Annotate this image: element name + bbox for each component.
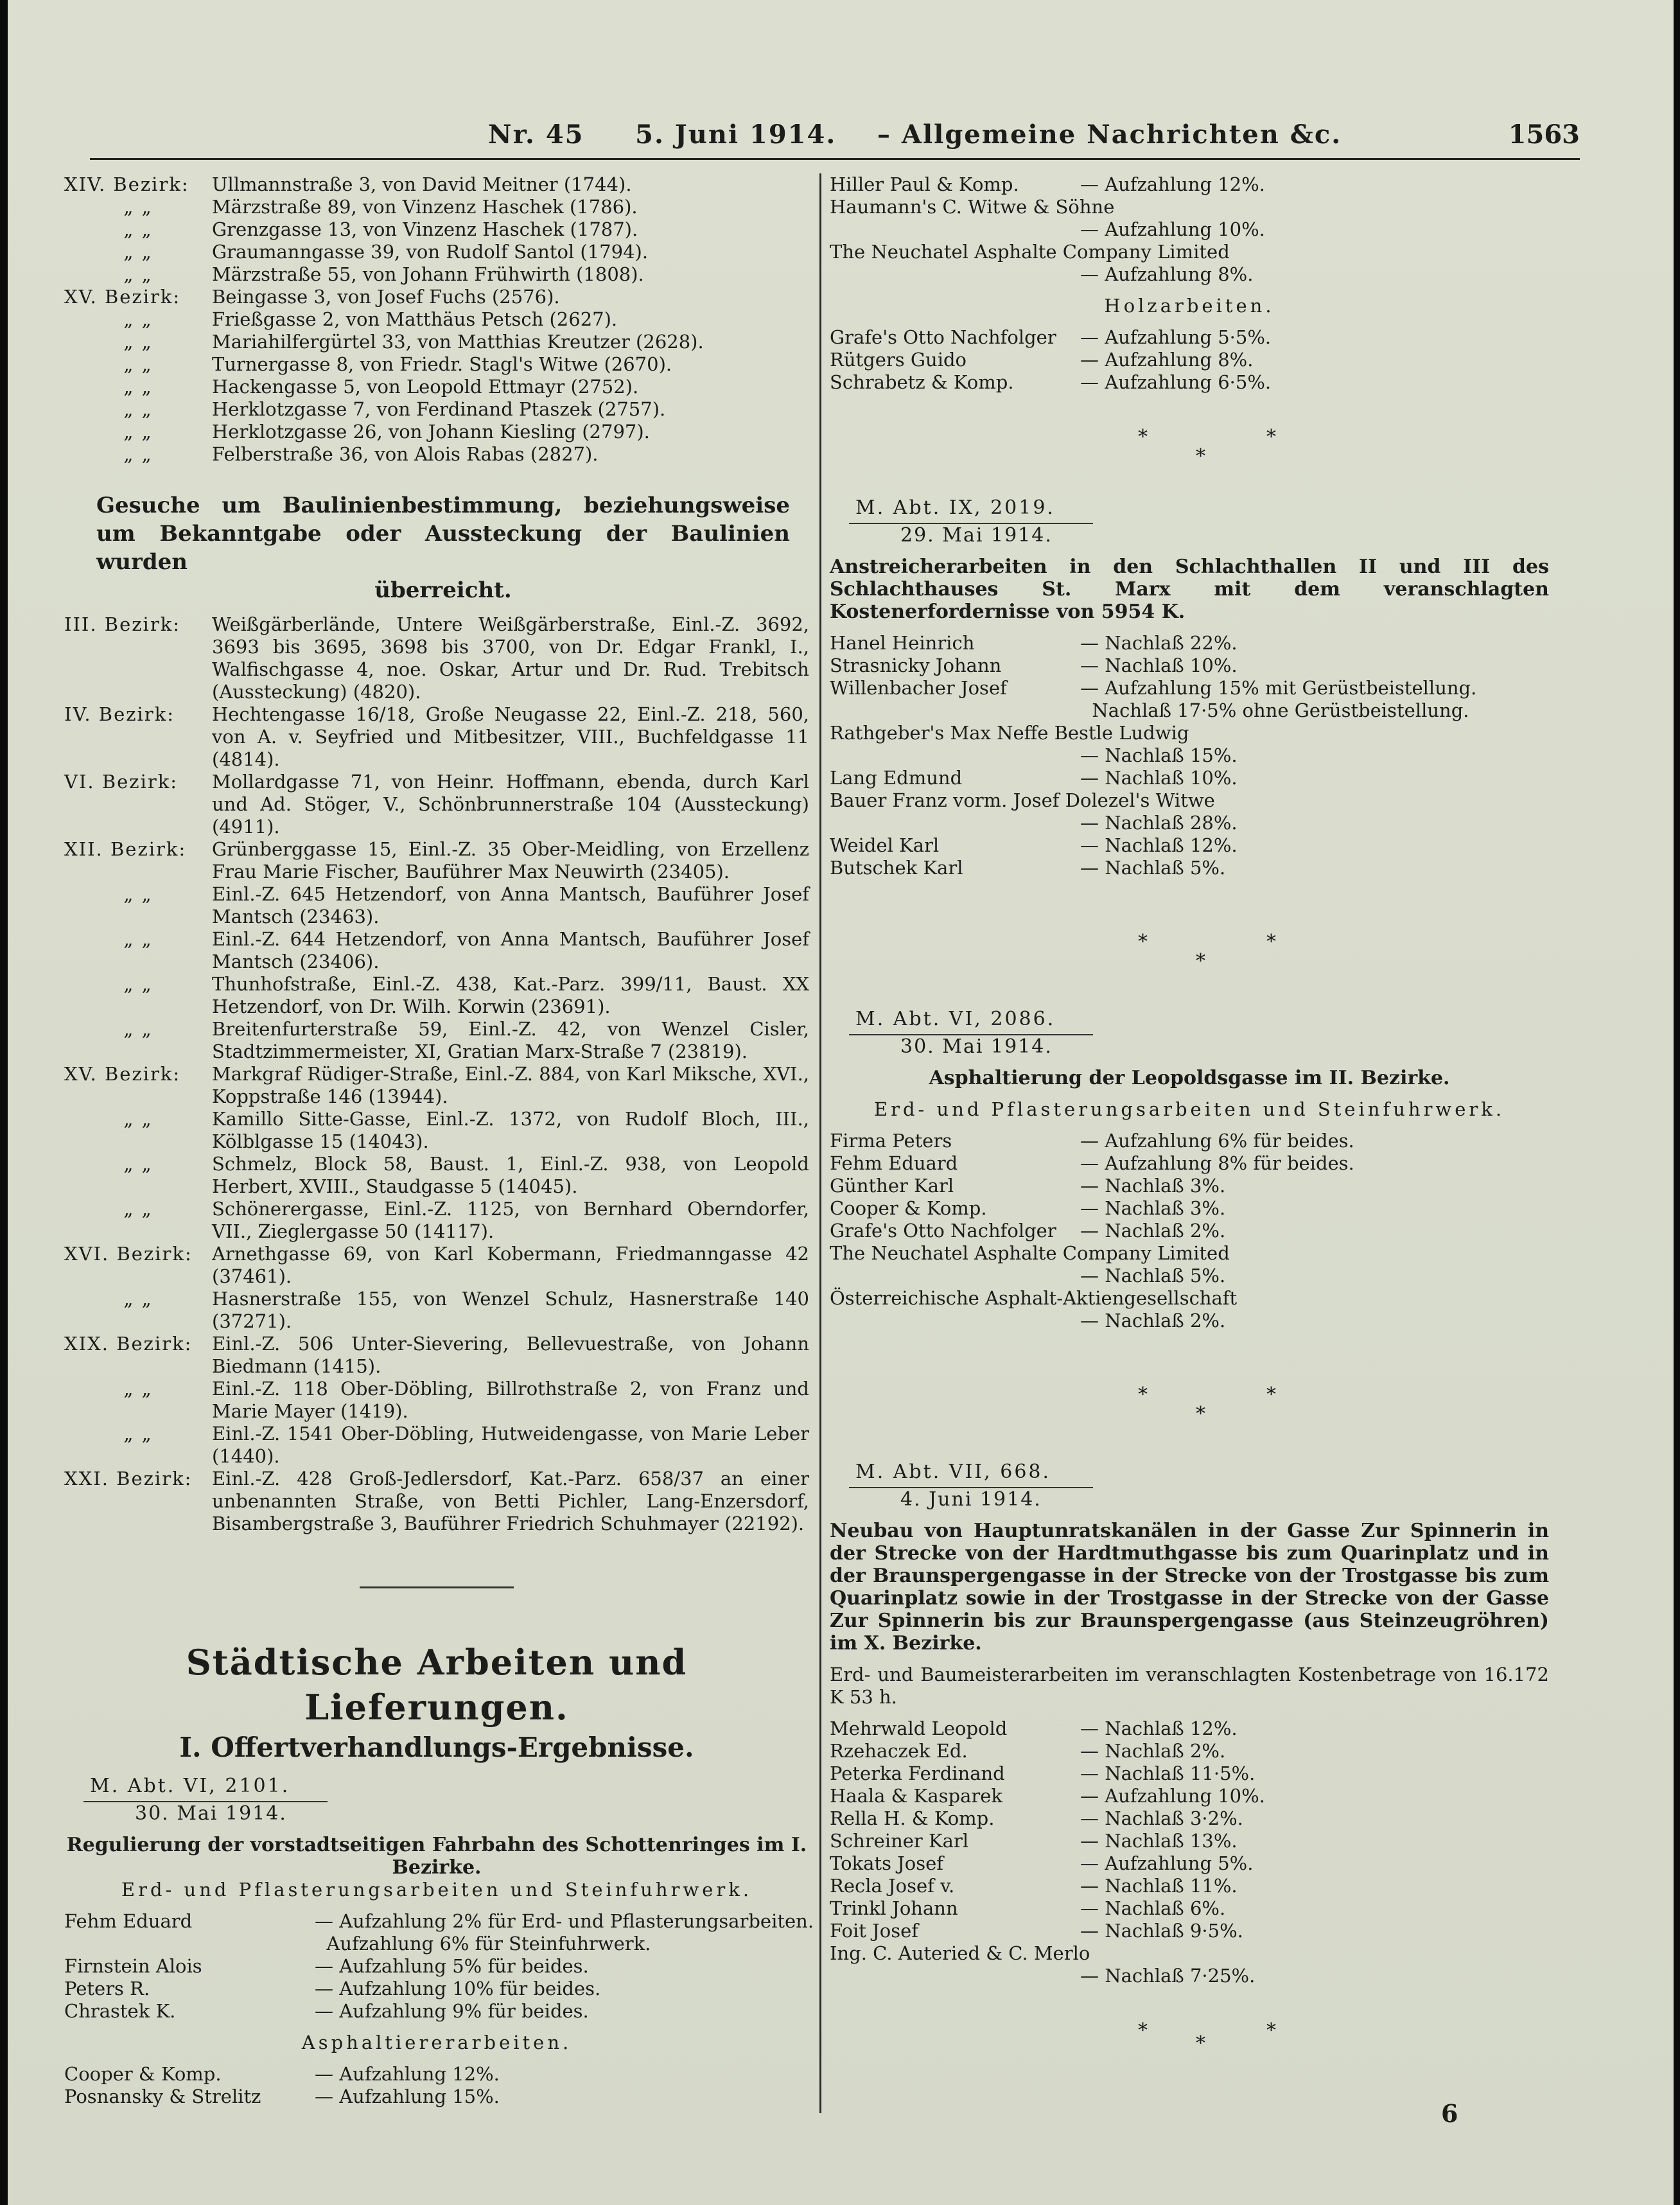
firm-name: Grafe's Otto Nachfolger (830, 1220, 1056, 1242)
list-item (64, 443, 809, 466)
bid-value: — Aufzahlung 15% mit Gerüstbeistellung. (1080, 677, 1477, 699)
bid-row (830, 812, 1549, 834)
list-item (64, 838, 809, 883)
bid-row (830, 1152, 1549, 1175)
bid-row (64, 2063, 809, 2086)
bid-row (830, 1287, 1549, 1310)
bid-value (1230, 1242, 1549, 1265)
block1-work: Erd- und Pflasterungsarbeiten und Steinfuhrwerk. (121, 1879, 753, 1901)
star-separator-icon: * (1138, 931, 1148, 953)
bid-value (1230, 241, 1549, 263)
bid-value (1090, 1942, 1549, 1965)
bid-value: — Nachlaß 2%. (1080, 1220, 1226, 1242)
block2-subject: Anstreicherarbeiten in den Schlachthallen II und III des Schlachthauses St. Marx mit dem veranschlagten Kostenerfordernisse von 5954 K. (830, 556, 1549, 623)
bid-value: — Nachlaß 3%. (1080, 1175, 1226, 1197)
district-label: „ „ (123, 421, 153, 443)
district-label: „ „ (123, 1423, 153, 1445)
bid-row (830, 218, 1549, 241)
star-separator-icon: * (1266, 426, 1276, 448)
entry-text: Breitenfurterstraße 59, Einl.-Z. 42, von Wenzel Cisler, Stadtzimmermeister, XI, Gratian Marx-Straße 7 (23819). (212, 1018, 809, 1062)
firm-name: Weidel Karl (830, 834, 940, 856)
bid-value: — Nachlaß 3%. (1080, 1197, 1226, 1219)
firm-name: Recla Josef v. (830, 1875, 955, 1897)
bid-value: — Nachlaß 6%. (1080, 1897, 1226, 1919)
block1-bids2 (64, 2063, 809, 2108)
block1-ref-line (83, 1797, 328, 1802)
firm-name: Cooper & Komp. (830, 1197, 987, 1219)
bid-value: — Nachlaß 7·25%. (1080, 1965, 1256, 1987)
baulinien-title-last: überreicht. (374, 577, 512, 603)
list-item (64, 1153, 809, 1198)
firm-name (64, 1933, 315, 1955)
firm-name: Posnansky & Strelitz (64, 2086, 261, 2107)
bid-row (64, 2086, 809, 2108)
bid-row (830, 1897, 1549, 1920)
separator-stars (830, 394, 1549, 496)
district-label: „ „ (123, 398, 153, 420)
bid-row (830, 349, 1549, 371)
district-label: XVI. Bezirk: (64, 1243, 193, 1265)
bid-value: — Aufzahlung 5%. (1080, 1852, 1254, 1874)
firm-name: Schreiner Karl (830, 1830, 969, 1852)
bid-value: — Aufzahlung 6% für beides. (1080, 1130, 1354, 1152)
firm-name: Butschek Karl (830, 857, 963, 879)
district-label: XV. Bezirk: (64, 1063, 181, 1085)
firm-name: Günther Karl (830, 1175, 954, 1197)
block3-ref-line (849, 1030, 1093, 1035)
bid-value (1114, 196, 1549, 218)
firm-name: Haala & Kasparek (830, 1785, 1002, 1807)
star-separator-icon: * (1266, 1384, 1276, 1406)
bid-value: — Aufzahlung 6·5%. (1080, 371, 1272, 393)
district-label: „ „ (123, 1378, 153, 1400)
firm-name: Chrastek K. (64, 2000, 176, 2022)
bid-row (830, 1175, 1549, 1197)
entry-text: Schönerergasse, Einl.-Z. 1125, von Bernhard Oberndorfer, VII., Zieglergasse 50 (14117). (212, 1198, 809, 1242)
firm-name (830, 1965, 1080, 1987)
baulinien-title (64, 491, 809, 604)
district-label: XII. Bezirk: (64, 838, 187, 860)
entry-text: Graumanngasse 39, von Rudolf Santol (1794). (212, 241, 649, 263)
bid-value: — Aufzahlung 12%. (1080, 173, 1265, 195)
block4-subject: Neubau von Hauptunratskanälen in der Gasse Zur Spinnerin in der Strecke von der Hardtmuthgasse bis zum Quarinplatz und in der Braunspergengasse in der Strecke von der Trostgasse bis zum Quarinplatz sowie in der Trostgasse in der Strecke von der Gasse Zur Spinnerin bis zur Braunspergengasse (aus Steinzeugröhren) im X. Bezirke. (830, 1520, 1549, 1655)
block2-date: 29. Mai 1914. (900, 524, 1053, 547)
district-label: „ „ (123, 241, 153, 263)
block2-bids (830, 632, 1549, 879)
firm-name: Grafe's Otto Nachfolger (830, 326, 1056, 348)
firm-name: Tokats Josef (830, 1852, 944, 1874)
entry-text: Einl.-Z. 118 Ober-Döbling, Billrothstraße 2, von Franz und Marie Mayer (1419). (212, 1378, 809, 1422)
entry-text: Märzstraße 55, von Johann Frühwirth (1808). (212, 263, 644, 285)
firm-name: Schrabetz & Komp. (830, 371, 1014, 393)
bid-row (830, 1220, 1549, 1242)
block2-ref-line (849, 519, 1093, 524)
district-label: „ „ (123, 353, 153, 375)
firm-name: Haumann's C. Witwe & Söhne (830, 196, 1115, 218)
entry-text: Kamillo Sitte-Gasse, Einl.-Z. 1372, von Rudolf Bloch, III., Kölblgasse 15 (14043). (212, 1108, 809, 1152)
entry-text: Grenzgasse 13, von Vinzenz Haschek (1787). (212, 218, 638, 240)
list-item (64, 331, 809, 353)
block4-work: Erd- und Baumeisterarbeiten im veranschlagten Kostenbetrage von 16.172 K 53 h. (830, 1664, 1549, 1708)
district-label: XIV. Bezirk: (64, 173, 189, 195)
page-header (90, 113, 1580, 160)
left-column (64, 173, 814, 2108)
firm-name: Rella H. & Komp. (830, 1807, 995, 1829)
bid-row (830, 1265, 1549, 1287)
list-item (64, 421, 809, 443)
block1-bids (64, 1910, 814, 2023)
list-item (64, 1333, 809, 1378)
entry-text: Ullmannstraße 3, von David Meitner (1744). (212, 173, 632, 195)
entry-text: Turnergasse 8, von Friedr. Stagl's Witwe (2670). (212, 353, 672, 375)
entry-text: Thunhofstraße, Einl.-Z. 438, Kat.-Parz. 399/11, Baust. XX Hetzendorf, von Dr. Wilh. Korwin (23691). (212, 973, 809, 1017)
entry-text: Hasnerstraße 155, von Wenzel Schulz, Hasnerstraße 140 (37271). (212, 1288, 809, 1332)
list-item (64, 1468, 809, 1535)
bid-value: Aufzahlung 6% für Steinfuhrwerk. (315, 1933, 651, 1955)
bid-row (830, 789, 1549, 812)
list-item (64, 973, 809, 1018)
list-item (64, 376, 809, 398)
separator-stars (830, 1332, 1549, 1461)
block1-date: 30. Mai 1914. (135, 1802, 287, 1825)
bid-row (830, 834, 1549, 857)
star-separator-icon: * (1196, 2032, 1205, 2055)
entry-text: Einl.-Z. 506 Unter-Sievering, Bellevuestraße, von Johann Biedmann (1415). (212, 1333, 809, 1377)
district-label: „ „ (123, 1198, 153, 1220)
entry-text: Einl.-Z. 1541 Ober-Döbling, Hutweidengasse, von Marie Leber (1440). (212, 1423, 809, 1467)
district-label: „ „ (123, 973, 153, 995)
district-label: „ „ (123, 196, 153, 218)
district-label: XV. Bezirk: (64, 286, 181, 308)
entry-text: Mollardgasse 71, von Heinr. Hoffmann, ebenda, durch Karl und Ad. Stöger, V., Schönbrunnerstraße 104 (Aussteckung) (4911). (212, 771, 809, 838)
firm-name: Rathgeber's Max Neffe Bestle Ludwig (830, 722, 1189, 744)
bid-value: — Aufzahlung 8%. (1080, 263, 1254, 285)
district-label: „ „ (123, 1288, 153, 1310)
firm-name: Bauer Franz vorm. Josef Dolezel's Witwe (830, 789, 1215, 811)
district-label: „ „ (123, 928, 153, 950)
list-item (64, 263, 809, 286)
entry-text: Einl.-Z. 644 Hetzendorf, von Anna Mantsch, Bauführer Josef Mantsch (23406). (212, 928, 809, 972)
list-item (64, 1198, 809, 1243)
list-item (64, 703, 809, 771)
issue-number: Nr. 45 (488, 119, 584, 150)
firm-name: The Neuchatel Asphalte Company Limited (830, 241, 1230, 263)
district-label: „ „ (123, 218, 153, 240)
star-separator-icon: * (1266, 2019, 1276, 2042)
block3-date: 30. Mai 1914. (900, 1035, 1053, 1058)
bid-row (830, 1717, 1549, 1740)
bid-value (1215, 789, 1549, 812)
entry-text: Herklotzgasse 7, von Ferdinand Ptaszek (2757). (212, 398, 666, 420)
bid-value: — Aufzahlung 8% für beides. (1080, 1152, 1354, 1174)
star-separator-icon: * (1266, 931, 1276, 953)
bid-row (830, 371, 1549, 394)
bid-row (830, 1740, 1549, 1762)
firm-name: Fehm Eduard (830, 1152, 958, 1174)
block4-date: 4. Juni 1914. (900, 1488, 1042, 1511)
entry-text: Hechtengasse 16/18, Große Neugasse 22, Einl.-Z. 218, 560, von A. v. Seyfried und Mitbesitzer, VIII., Buchfeldgasse 11 (4814). (212, 703, 809, 770)
firm-name: Cooper & Komp. (64, 2063, 222, 2085)
firm-name (830, 699, 1080, 722)
star-separator-icon: * (1138, 2019, 1148, 2042)
firm-name: Österreichische Asphalt-Aktiengesellschaft (830, 1287, 1238, 1309)
list-item (64, 398, 809, 421)
firm-name: Rzehaczek Ed. (830, 1740, 968, 1762)
entry-text: Frießgasse 2, von Matthäus Petsch (2627). (212, 308, 618, 330)
district-label: „ „ (123, 308, 153, 330)
bid-row (830, 632, 1549, 654)
list-item (64, 1423, 809, 1468)
district-label: „ „ (123, 1153, 153, 1175)
list-item (64, 1018, 809, 1063)
block1-work2: Asphaltiererarbeiten. (301, 2032, 572, 2053)
list-item (64, 928, 809, 973)
block1-subject: Regulierung der vorstadtseitigen Fahrbahn des Schottenringes im I. Bezirke. (66, 1834, 807, 1879)
bid-row (830, 1965, 1549, 1987)
firm-name: Strasnicky Johann (830, 654, 1002, 676)
bid-row (64, 1955, 809, 1978)
bid-row (830, 1785, 1549, 1807)
bid-value: — Nachlaß 15%. (1080, 744, 1238, 766)
separator-stars (830, 1987, 1549, 2058)
bid-row (830, 1197, 1549, 1220)
bid-row (64, 1978, 809, 2000)
bid-row (830, 1830, 1549, 1852)
holzarbeiten-heading: Holzarbeiten. (1104, 295, 1275, 317)
bid-value: — Aufzahlung 10%. (1080, 218, 1265, 240)
district-label: XXI. Bezirk: (64, 1468, 193, 1489)
district-label: III. Bezirk: (64, 613, 181, 635)
bid-value: — Nachlaß 13%. (1080, 1830, 1238, 1852)
header-issue-line (488, 119, 1342, 150)
bid-value: — Aufzahlung 2% für Erd- und Pflasterungsarbeiten. (315, 1910, 814, 1932)
entry-text: Weißgärberlände, Untere Weißgärberstraße, Einl.-Z. 3692, 3693 bis 3695, 3698 bis 3700, von Dr. Edgar Frankl, I., Walfischgasse 4, noe. Oskar, Artur und Dr. Rud. Trebitsch (Aussteckung) (4820). (212, 613, 809, 703)
bid-value: — Aufzahlung 5·5%. (1080, 326, 1272, 348)
entry-text: Herklotzgasse 26, von Johann Kiesling (2797). (212, 421, 650, 443)
star-separator-icon: * (1196, 1403, 1205, 1425)
bid-value: — Aufzahlung 10%. (1080, 1785, 1265, 1807)
list-item (64, 1288, 809, 1333)
bid-value: — Aufzahlung 9% für beides. (315, 2000, 589, 2022)
bid-row (830, 1807, 1549, 1830)
bid-row (830, 173, 1549, 196)
bid-row (830, 744, 1549, 767)
block4-ref-line (849, 1483, 1093, 1488)
baulinien-list (64, 613, 809, 1535)
firm-name: Trinkl Johann (830, 1897, 958, 1919)
bid-row (64, 1933, 809, 1955)
block3-bids (830, 1130, 1549, 1332)
list-item (64, 353, 809, 376)
block4-ref: M. Abt. VII, 668. (855, 1461, 1051, 1483)
firm-name (830, 744, 1080, 767)
list-item (64, 613, 809, 703)
right-top-bids2 (830, 326, 1549, 394)
bid-row (830, 699, 1549, 722)
district-label: „ „ (123, 1018, 153, 1040)
bid-value: — Nachlaß 5%. (1080, 857, 1226, 879)
bid-value: — Aufzahlung 15%. (315, 2086, 500, 2107)
district-label: „ „ (123, 883, 153, 905)
bid-value: — Nachlaß 10%. (1080, 767, 1238, 789)
firm-name (830, 263, 1080, 286)
firm-name (830, 1310, 1080, 1332)
district-label: „ „ (123, 1108, 153, 1130)
list-item (64, 218, 809, 241)
list-item (64, 196, 809, 218)
bid-row (64, 1910, 814, 1933)
street-list (64, 173, 809, 466)
page-number-top: 1563 (1508, 119, 1580, 150)
bid-row (830, 722, 1549, 744)
bid-value: — Nachlaß 11%. (1080, 1875, 1238, 1897)
list-item (64, 241, 809, 263)
entry-text: Grünberggasse 15, Einl.-Z. 35 Ober-Meidling, von Erzellenz Frau Marie Fischer, Bauführer Max Neuwirth (23405). (212, 838, 809, 883)
list-item (64, 286, 809, 308)
bid-row (830, 767, 1549, 789)
entry-text: Märzstraße 89, von Vinzenz Haschek (1786). (212, 196, 638, 218)
bid-row (830, 654, 1549, 677)
bid-value: — Nachlaß 10%. (1080, 654, 1238, 676)
bid-value: — Aufzahlung 8%. (1080, 349, 1254, 371)
firm-name: Firma Peters (830, 1130, 952, 1152)
entry-text: Beingasse 3, von Josef Fuchs (2576). (212, 286, 560, 308)
header-title: – Allgemeine Nachrichten &c. (877, 119, 1342, 150)
staedtische-subtitle: I. Offertverhandlungs-Ergebnisse. (179, 1732, 694, 1763)
list-item (64, 308, 809, 331)
right-top-bids (830, 173, 1549, 286)
firm-name: The Neuchatel Asphalte Company Limited (830, 1242, 1230, 1264)
star-separator-icon: * (1138, 1384, 1148, 1406)
bid-value: — Aufzahlung 10% für beides. (315, 1978, 601, 1999)
entry-text: Hackengasse 5, von Leopold Ettmayr (2752). (212, 376, 639, 398)
list-item (64, 173, 809, 196)
firm-name (830, 1265, 1080, 1287)
bid-row (830, 1130, 1549, 1152)
list-item (64, 1243, 809, 1288)
block3-ref: M. Abt. VI, 2086. (855, 1008, 1056, 1030)
bid-row (830, 857, 1549, 879)
list-item (64, 1108, 809, 1153)
firm-name: Ing. C. Auteried & C. Merlo (830, 1942, 1090, 1964)
district-label: IV. Bezirk: (64, 703, 175, 725)
firm-name: Hanel Heinrich (830, 632, 975, 654)
bid-value: — Nachlaß 22%. (1080, 632, 1238, 654)
district-label: „ „ (123, 443, 153, 465)
firm-name (830, 218, 1080, 241)
block3-work: Erd- und Pflasterungsarbeiten und Steinfuhrwerk. (873, 1098, 1505, 1120)
bid-row (830, 1310, 1549, 1332)
entry-text: Mariahilfergürtel 33, von Matthias Kreutzer (2628). (212, 331, 704, 353)
block4-bids (830, 1717, 1549, 1987)
district-label: „ „ (123, 376, 153, 398)
firm-name: Fehm Eduard (64, 1910, 193, 1932)
entry-text: Felberstraße 36, von Alois Rabas (2827). (212, 443, 599, 465)
block3-subject: Asphaltierung der Leopoldsgasse im II. Bezirke. (929, 1067, 1450, 1089)
firm-name: Peterka Ferdinand (830, 1762, 1005, 1784)
bid-value: — Nachlaß 2%. (1080, 1310, 1226, 1331)
bid-row (830, 677, 1549, 699)
bid-value: — Nachlaß 28%. (1080, 812, 1238, 834)
star-separator-icon: * (1138, 426, 1148, 448)
right-column (830, 173, 1549, 2058)
entry-text: Arnethgasse 69, von Karl Kobermann, Friedmanngasse 42 (37461). (212, 1243, 809, 1287)
firm-name: Firnstein Alois (64, 1955, 202, 1977)
district-label: „ „ (123, 263, 153, 285)
bid-row (830, 1762, 1549, 1785)
bid-value: Nachlaß 17·5% ohne Gerüstbeistellung. (1080, 699, 1469, 721)
firm-name: Rütgers Guido (830, 349, 967, 371)
star-separator-icon: * (1196, 445, 1205, 468)
bid-value: — Aufzahlung 5% für beides. (315, 1955, 589, 1977)
entry-text: Schmelz, Block 58, Baust. 1, Einl.-Z. 938, von Leopold Herbert, XVIII., Staudgasse 5 (14045). (212, 1153, 809, 1197)
bid-value: — Nachlaß 11·5%. (1080, 1762, 1256, 1784)
firm-name: Lang Edmund (830, 767, 963, 789)
bid-value: — Aufzahlung 12%. (315, 2063, 500, 2085)
firm-name (830, 812, 1080, 834)
staedtische-title: Städtische Arbeiten und Lieferungen. (186, 1642, 688, 1728)
bid-row (64, 2000, 809, 2023)
star-separator-icon: * (1196, 950, 1205, 972)
entry-text: Einl.-Z. 645 Hetzendorf, von Anna Mantsch, Bauführer Josef Mantsch (23463). (212, 883, 809, 927)
bid-value: — Nachlaß 9·5%. (1080, 1920, 1243, 1942)
baulinien-title-text: Gesuche um Baulinienbestimmung, beziehungsweise um Bekanntgabe oder Aussteckung der Baulinien wurden (96, 493, 790, 575)
bid-value: — Nachlaß 2%. (1080, 1740, 1226, 1762)
issue-date: 5. Juni 1914. (635, 119, 837, 150)
page-number-bottom: 6 (1441, 2099, 1458, 2128)
bid-value: — Nachlaß 3·2%. (1080, 1807, 1243, 1829)
bid-value (1189, 722, 1549, 744)
firm-name: Hiller Paul & Komp. (830, 173, 1019, 195)
bid-row (830, 1852, 1549, 1875)
bid-row (830, 1920, 1549, 1942)
firm-name: Mehrwald Leopold (830, 1717, 1008, 1739)
firm-name: Foit Josef (830, 1920, 919, 1942)
list-item (64, 771, 809, 838)
entry-text: Einl.-Z. 428 Groß-Jedlersdorf, Kat.-Parz. 658/37 an einer unbenannten Straße, von Betti Pichler, Lang-Enzersdorf, Bisambergstraße 3, Bauführer Friedrich Schuhmayer (22192). (212, 1468, 809, 1534)
block2-ref: M. Abt. IX, 2019. (855, 496, 1055, 519)
list-item (64, 883, 809, 928)
column-divider (819, 173, 821, 2113)
list-item (64, 1378, 809, 1423)
list-item (64, 1063, 809, 1108)
block1-ref: M. Abt. VI, 2101. (90, 1775, 290, 1797)
bid-value: — Nachlaß 12%. (1080, 834, 1238, 856)
bid-value: — Nachlaß 5%. (1080, 1265, 1226, 1287)
bid-row (830, 326, 1549, 349)
firm-name: Willenbacher Josef (830, 677, 1007, 699)
district-label: „ „ (123, 331, 153, 353)
bid-row (830, 1942, 1549, 1965)
bid-value: — Nachlaß 12%. (1080, 1717, 1238, 1739)
bid-row (830, 241, 1549, 263)
bid-row (830, 1242, 1549, 1265)
bid-value (1237, 1287, 1549, 1310)
firm-name: Peters R. (64, 1978, 150, 1999)
bid-row (830, 196, 1549, 218)
separator-stars (830, 879, 1549, 1008)
entry-text: Markgraf Rüdiger-Straße, Einl.-Z. 884, von Karl Miksche, XVI., Koppstraße 146 (13944). (212, 1063, 809, 1107)
district-label: XIX. Bezirk: (64, 1333, 193, 1355)
bid-row (830, 263, 1549, 286)
district-label: VI. Bezirk: (64, 771, 179, 793)
bid-row (830, 1875, 1549, 1897)
